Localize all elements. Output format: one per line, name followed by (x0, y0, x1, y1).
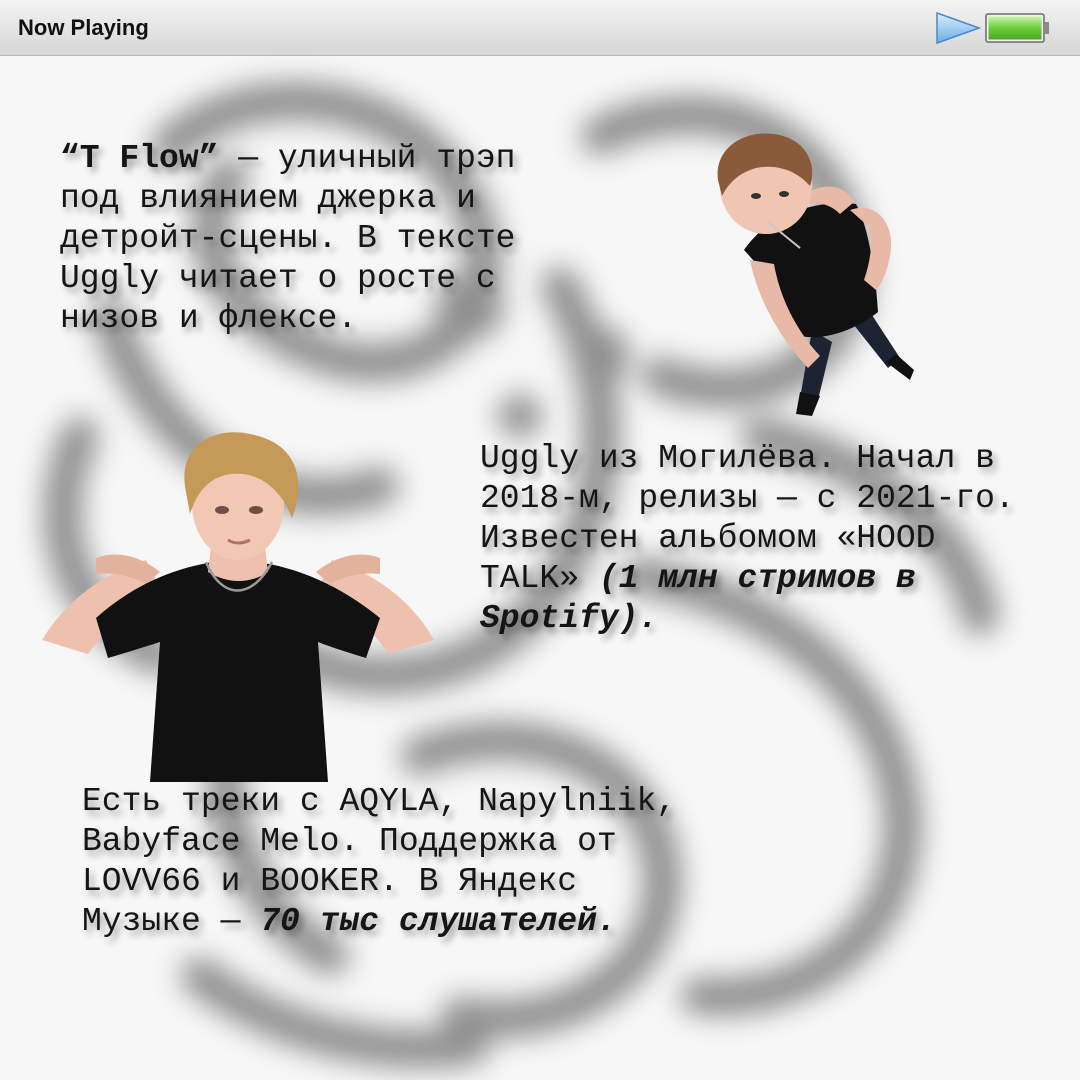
description-block-features (82, 782, 692, 942)
bio-text: Uggly из Могилёва. Начал в 2018-м, релизы — с 2021-го. Известен альбомом «HOOD TALK» (480, 440, 1015, 597)
description-block-bio (480, 439, 1025, 639)
battery-full-icon (985, 13, 1050, 43)
track-title: “T Flow” (60, 140, 219, 177)
page-title: Now Playing (18, 15, 149, 40)
description-block-track (60, 139, 560, 339)
artist-photo-2 (36, 432, 440, 782)
features-highlight: 70 тыс слушателей. (260, 903, 617, 940)
artist-photo-1 (700, 130, 930, 420)
track-description: — уличный трэп под влиянием джерка и детройт-сцены. В тексте Uggly читает о росте с низов и флексе. (60, 140, 516, 337)
bio-highlight: (1 млн стримов в Spotify). (480, 560, 916, 637)
title-bar (0, 0, 1080, 56)
features-text: Есть треки с AQYLA, Napylniik, Babyface Melo. Поддержка от LOVV66 и BOOKER. В Яндекс Музыке — (82, 783, 677, 940)
play-icon[interactable] (935, 11, 981, 45)
